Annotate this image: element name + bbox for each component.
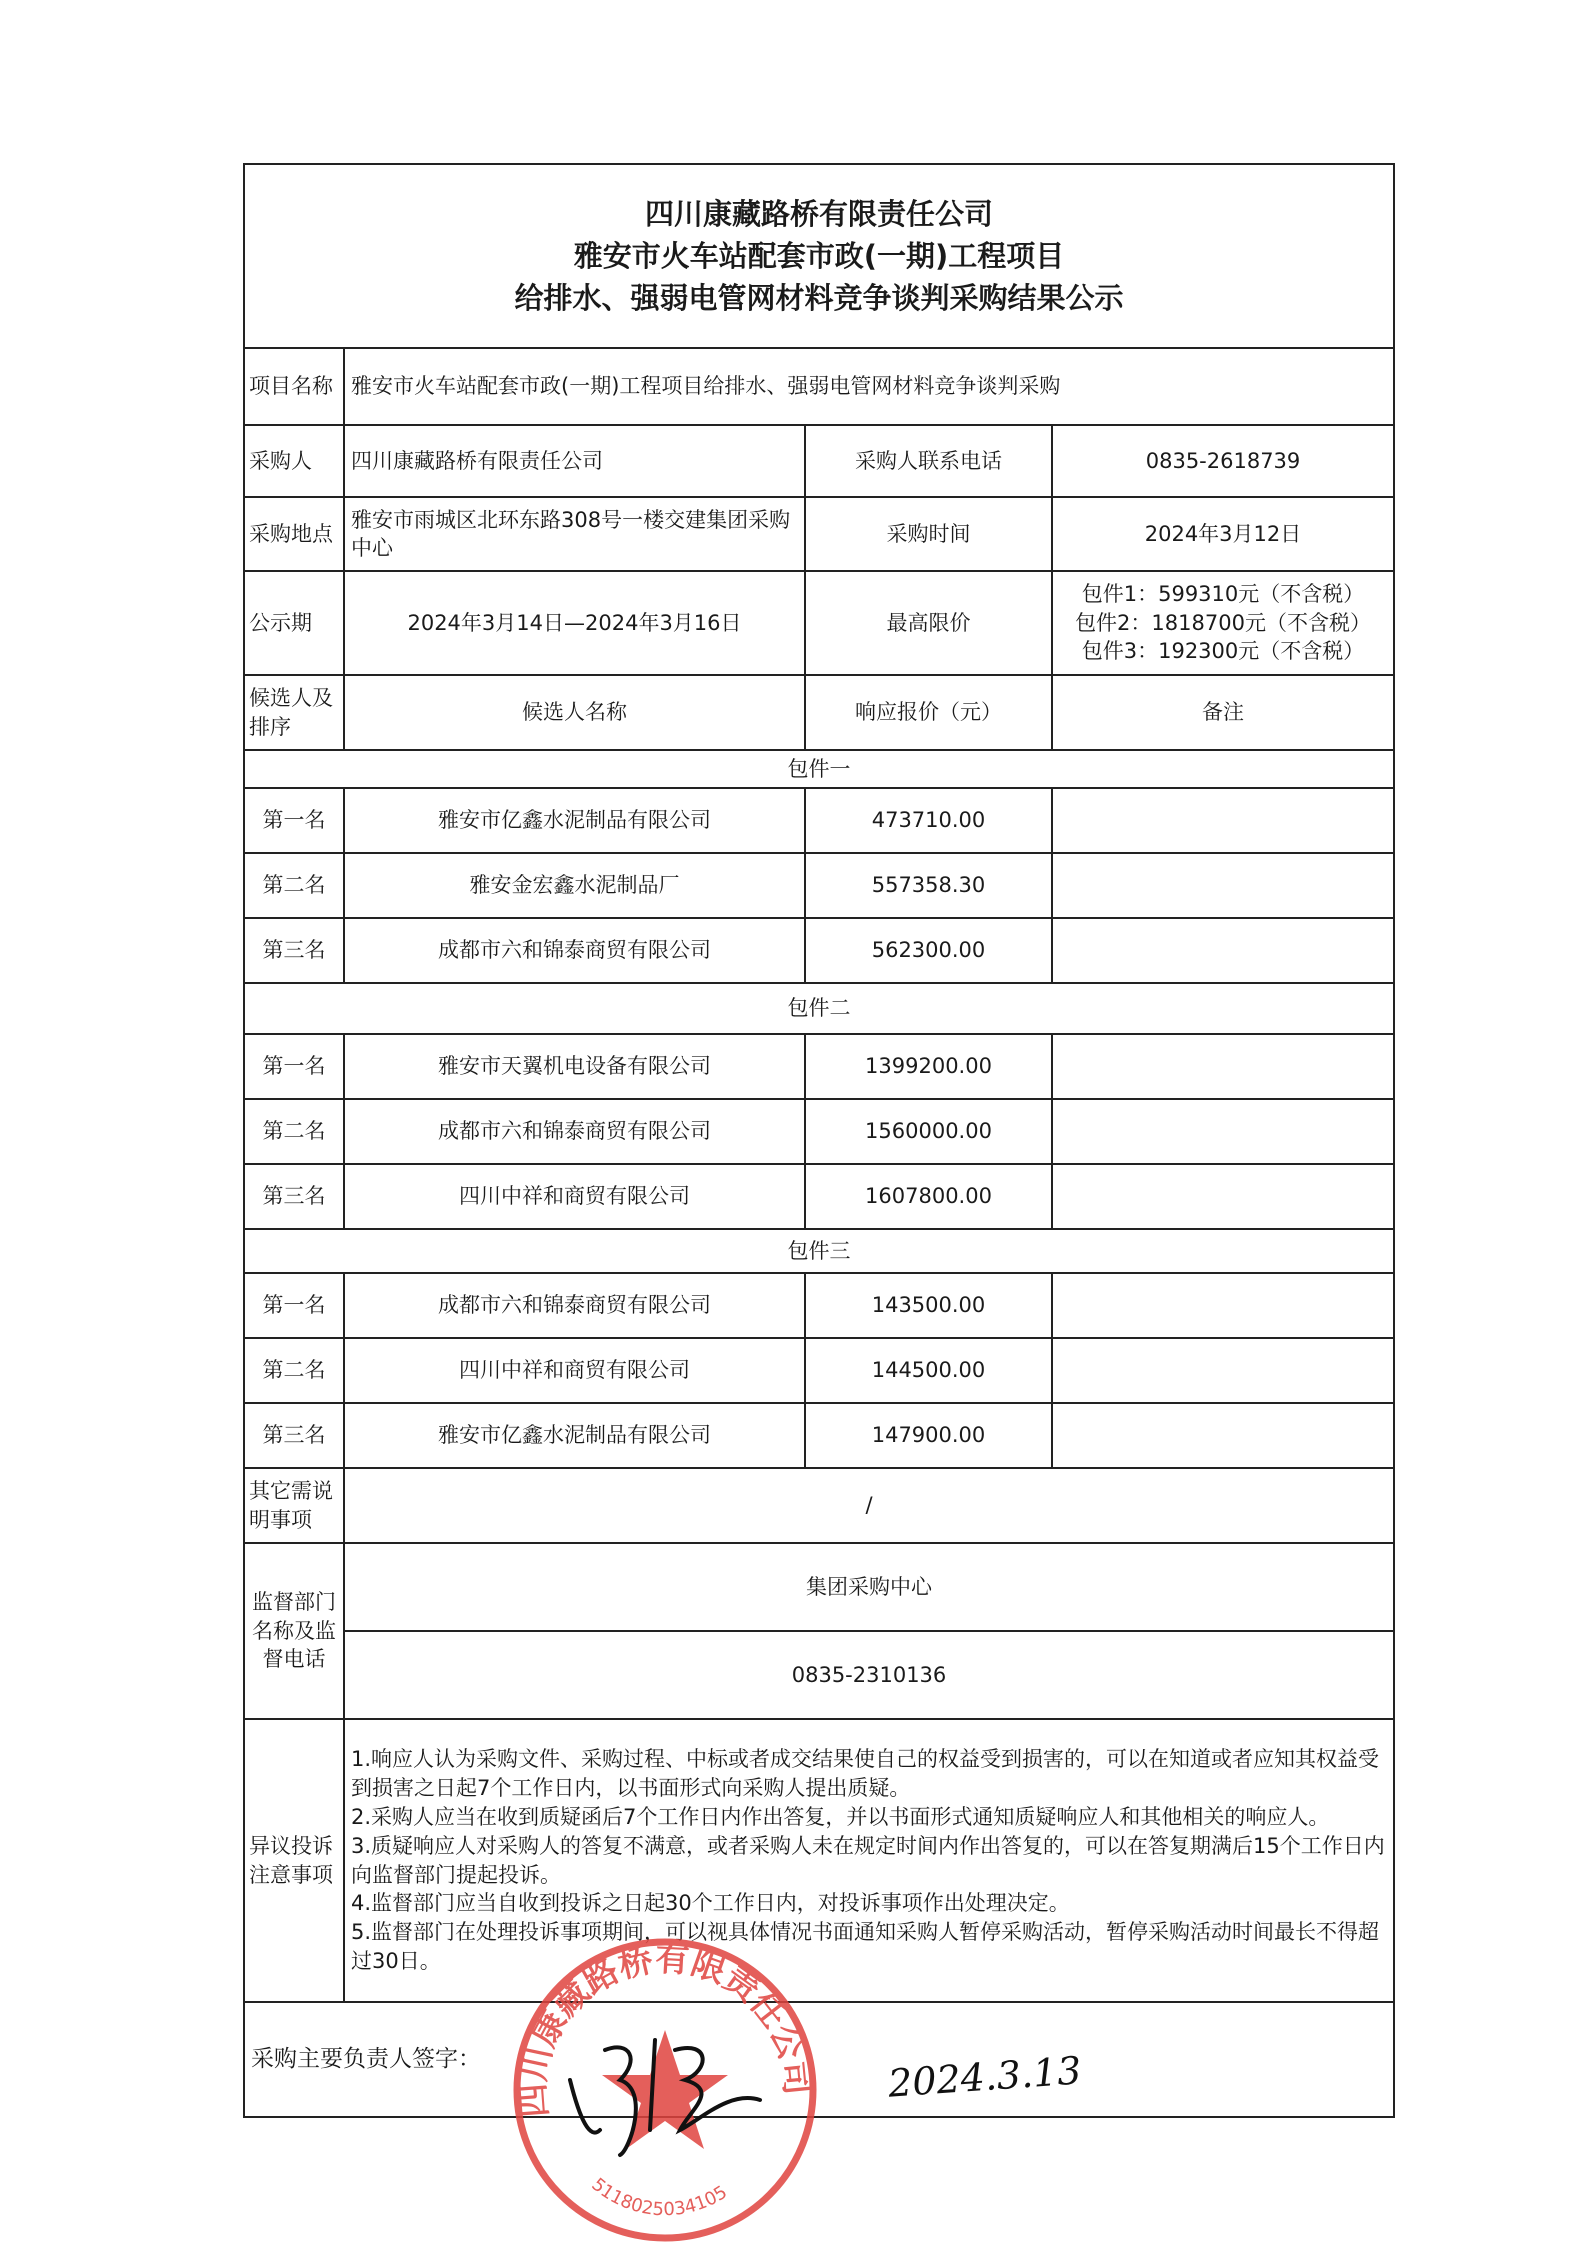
objection-label: 异议投诉注意事项 <box>244 1719 344 2002</box>
rank: 第三名 <box>244 1403 344 1468</box>
bid-price: 1607800.00 <box>805 1164 1052 1229</box>
purchaser: 四川康藏路桥有限责任公司 <box>344 425 805 497</box>
bid-price: 1560000.00 <box>805 1099 1052 1164</box>
bid-price: 1399200.00 <box>805 1034 1052 1099</box>
bid-price: 144500.00 <box>805 1338 1052 1403</box>
supervision-phone: 0835-2310136 <box>344 1631 1394 1719</box>
bid-price: 473710.00 <box>805 788 1052 853</box>
candidate-name: 成都市六和锦泰商贸有限公司 <box>344 918 805 983</box>
rank: 第一名 <box>244 788 344 853</box>
purchase-time: 2024年3月12日 <box>1052 497 1394 571</box>
publicity-period: 2024年3月14日—2024年3月16日 <box>344 571 805 675</box>
document-title <box>244 164 1394 348</box>
project-name-label: 项目名称 <box>244 348 344 425</box>
rank-header: 候选人及排序 <box>244 675 344 750</box>
name-header: 候选人名称 <box>344 675 805 750</box>
remark <box>1052 788 1394 853</box>
remark <box>1052 853 1394 918</box>
package-header: 包件一 <box>244 750 1394 788</box>
objection-notes <box>344 1719 1394 2002</box>
candidate-name: 雅安市天翼机电设备有限公司 <box>344 1034 805 1099</box>
remark <box>1052 1338 1394 1403</box>
remark <box>1052 1403 1394 1468</box>
remark <box>1052 918 1394 983</box>
phone-label: 采购人联系电话 <box>805 425 1052 497</box>
remark <box>1052 1164 1394 1229</box>
purchaser-label: 采购人 <box>244 425 344 497</box>
remark-header: 备注 <box>1052 675 1394 750</box>
candidate-name: 四川中祥和商贸有限公司 <box>344 1164 805 1229</box>
signature-date: 2024.3.13 <box>886 2048 1083 2106</box>
bid-price: 147900.00 <box>805 1403 1052 1468</box>
candidate-row <box>244 1034 1394 1099</box>
candidate-name: 雅安市亿鑫水泥制品有限公司 <box>344 1403 805 1468</box>
package-header: 包件三 <box>244 1229 1394 1273</box>
rank: 第二名 <box>244 1099 344 1164</box>
objection-item: 2.采购人应当在收到质疑函后7个工作日内作出答复，并以书面形式通知质疑响应人和其他相关的响应人。 <box>351 1804 1330 1829</box>
objection-item: 5.监督部门在处理投诉事项期间，可以视具体情况书面通知采购人暂停采购活动，暂停采购活动时间最长不得超过30日。 <box>351 1920 1380 1974</box>
rank: 第二名 <box>244 1338 344 1403</box>
seal-code: 5118025034105 <box>587 2174 731 2221</box>
candidate-row <box>244 918 1394 983</box>
project-name: 雅安市火车站配套市政(一期)工程项目给排水、强弱电管网材料竞争谈判采购 <box>344 348 1394 425</box>
bid-price: 143500.00 <box>805 1273 1052 1338</box>
candidate-name: 四川中祥和商贸有限公司 <box>344 1338 805 1403</box>
rank: 第二名 <box>244 853 344 918</box>
signature-row <box>244 2002 1394 2117</box>
candidate-row <box>244 1164 1394 1229</box>
candidate-row <box>244 1338 1394 1403</box>
candidate-row <box>244 1403 1394 1468</box>
rank: 第一名 <box>244 1273 344 1338</box>
other-value: / <box>344 1468 1394 1543</box>
objection-item: 4.监督部门应当自收到投诉之日起30个工作日内，对投诉事项作出处理决定。 <box>351 1891 1070 1916</box>
seal-text: 四川康藏路桥有限责任公司 <box>513 1939 817 2119</box>
candidate-row <box>244 853 1394 918</box>
candidate-row <box>244 1273 1394 1338</box>
rank: 第三名 <box>244 1164 344 1229</box>
time-label: 采购时间 <box>805 497 1052 571</box>
max-price-3: 包件3：192300元（不含税） <box>1081 639 1365 664</box>
candidate-row <box>244 1099 1394 1164</box>
supervision-label: 监督部门名称及监督电话 <box>244 1543 344 1719</box>
bid-price: 562300.00 <box>805 918 1052 983</box>
supervision-name: 集团采购中心 <box>344 1543 1394 1631</box>
location: 雅安市雨城区北环东路308号一楼交建集团采购中心 <box>344 497 805 571</box>
max-price-1: 包件1：599310元（不含税） <box>1081 582 1365 607</box>
candidate-name: 雅安市亿鑫水泥制品有限公司 <box>344 788 805 853</box>
remark <box>1052 1099 1394 1164</box>
other-label: 其它需说明事项 <box>244 1468 344 1543</box>
max-prices <box>1052 571 1394 675</box>
rank: 第三名 <box>244 918 344 983</box>
remark <box>1052 1273 1394 1338</box>
svg-text:5118025034105 <box>587 2174 731 2220</box>
rank: 第一名 <box>244 1034 344 1099</box>
signature-label: 采购主要负责人签字： <box>251 2045 481 2072</box>
result-table <box>243 163 1395 2118</box>
bid-price: 557358.30 <box>805 853 1052 918</box>
candidate-name: 成都市六和锦泰商贸有限公司 <box>344 1273 805 1338</box>
candidate-name: 雅安金宏鑫水泥制品厂 <box>344 853 805 918</box>
objection-item: 3.质疑响应人对采购人的答复不满意，或者采购人未在规定时间内作出答复的，可以在答复期满后15个工作日内向监督部门提起投诉。 <box>351 1833 1385 1887</box>
package-header: 包件二 <box>244 983 1394 1034</box>
location-label: 采购地点 <box>244 497 344 571</box>
purchaser-phone: 0835-2618739 <box>1052 425 1394 497</box>
objection-item: 1.响应人认为采购文件、采购过程、中标或者成交结果使自己的权益受到损害的，可以在知道或者应知其权益受到损害之日起7个工作日内，以书面形式向采购人提出质疑。 <box>351 1746 1380 1800</box>
title-line-3: 给排水、强弱电管网材料竞争谈判采购结果公示 <box>514 281 1124 316</box>
period-label: 公示期 <box>244 571 344 675</box>
title-line-1: 四川康藏路桥有限责任公司 <box>645 196 994 231</box>
max-price-label: 最高限价 <box>805 571 1052 675</box>
candidate-row <box>244 788 1394 853</box>
max-price-2: 包件2：1818700元（不含税） <box>1075 610 1371 635</box>
price-header: 响应报价（元） <box>805 675 1052 750</box>
remark <box>1052 1034 1394 1099</box>
title-line-2: 雅安市火车站配套市政(一期)工程项目 <box>573 238 1065 273</box>
candidate-name: 成都市六和锦泰商贸有限公司 <box>344 1099 805 1164</box>
